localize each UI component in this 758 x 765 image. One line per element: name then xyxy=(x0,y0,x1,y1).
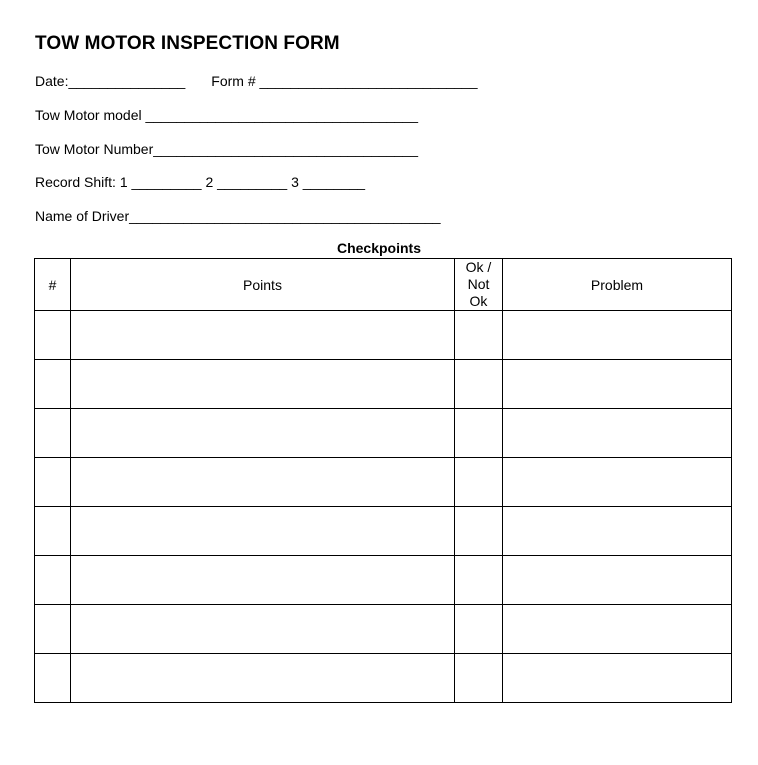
points-cell[interactable] xyxy=(71,507,455,556)
problem-cell[interactable] xyxy=(503,458,732,507)
ok-cell[interactable] xyxy=(455,654,503,703)
problem-cell[interactable] xyxy=(503,311,732,360)
checkpoints-heading: Checkpoints xyxy=(336,240,421,256)
ok-cell[interactable] xyxy=(455,311,503,360)
points-cell[interactable] xyxy=(71,311,455,360)
ok-cell[interactable] xyxy=(455,507,503,556)
table-row xyxy=(35,311,732,360)
ok-cell[interactable] xyxy=(455,409,503,458)
form-number-field[interactable]: Form # ____________________________ xyxy=(211,73,478,89)
points-cell[interactable] xyxy=(71,409,455,458)
points-cell[interactable] xyxy=(71,556,455,605)
ok-cell[interactable] xyxy=(455,605,503,654)
date-form-row xyxy=(35,72,478,90)
ok-header-line: Ok xyxy=(469,293,488,309)
points-cell[interactable] xyxy=(71,605,455,654)
table-row xyxy=(35,360,732,409)
problem-cell[interactable] xyxy=(503,556,732,605)
ok-cell[interactable] xyxy=(455,556,503,605)
column-header-problem: Problem xyxy=(503,259,732,311)
table-row xyxy=(35,605,732,654)
column-header-points: Points xyxy=(71,259,455,311)
ok-cell[interactable] xyxy=(455,360,503,409)
ok-header-line: Not xyxy=(467,276,490,292)
column-header-number: # xyxy=(35,259,71,311)
record-shift-field[interactable]: Record Shift: 1 _________ 2 _________ 3 ________ xyxy=(35,174,366,190)
table-row xyxy=(35,507,732,556)
form-title: TOW MOTOR INSPECTION FORM xyxy=(35,33,340,54)
problem-cell[interactable] xyxy=(503,654,732,703)
table-row xyxy=(35,458,732,507)
checkpoints-table xyxy=(34,258,732,703)
tow-motor-number-field[interactable]: Tow Motor Number__________________________________ xyxy=(35,141,418,157)
table-header-row xyxy=(35,259,732,311)
number-cell[interactable] xyxy=(35,605,71,654)
date-field[interactable]: Date:_______________ xyxy=(35,73,186,89)
column-header-ok-not-ok xyxy=(455,259,503,311)
problem-cell[interactable] xyxy=(503,409,732,458)
tow-motor-model-field[interactable]: Tow Motor model ___________________________________ xyxy=(35,107,418,123)
number-cell[interactable] xyxy=(35,458,71,507)
problem-cell[interactable] xyxy=(503,605,732,654)
number-cell[interactable] xyxy=(35,409,71,458)
number-cell[interactable] xyxy=(35,311,71,360)
points-cell[interactable] xyxy=(71,458,455,507)
number-cell[interactable] xyxy=(35,654,71,703)
table-row xyxy=(35,556,732,605)
points-cell[interactable] xyxy=(71,654,455,703)
problem-cell[interactable] xyxy=(503,360,732,409)
ok-header-line: Ok / xyxy=(465,259,492,275)
number-cell[interactable] xyxy=(35,507,71,556)
driver-name-field[interactable]: Name of Driver________________________________________ xyxy=(35,208,441,224)
ok-cell[interactable] xyxy=(455,458,503,507)
number-cell[interactable] xyxy=(35,360,71,409)
points-cell[interactable] xyxy=(71,360,455,409)
table-row xyxy=(35,409,732,458)
table-row xyxy=(35,654,732,703)
number-cell[interactable] xyxy=(35,556,71,605)
problem-cell[interactable] xyxy=(503,507,732,556)
